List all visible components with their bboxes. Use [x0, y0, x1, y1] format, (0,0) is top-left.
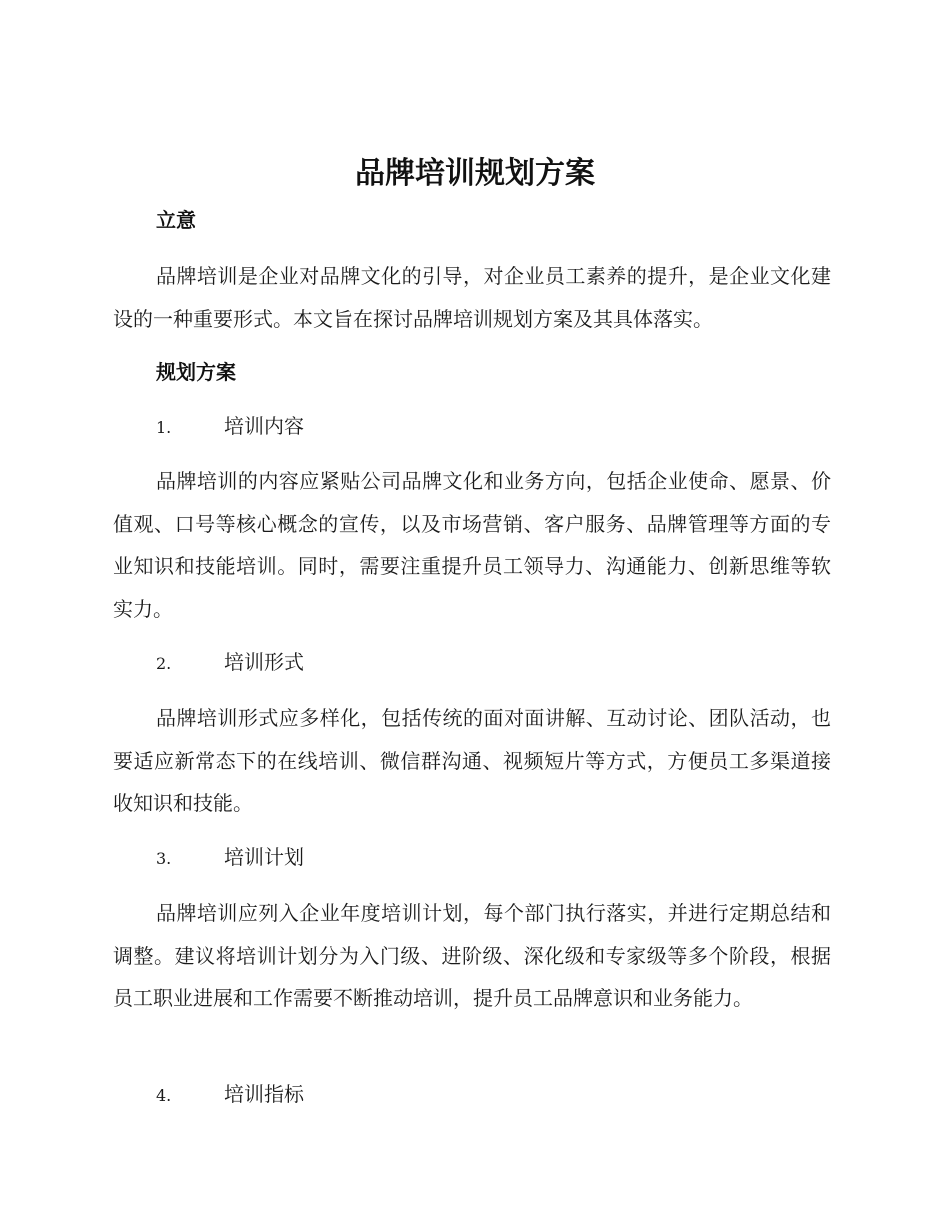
- list-item-heading: [156, 411, 304, 443]
- list-item-heading: [156, 842, 304, 874]
- document-title: 品牌培训规划方案: [355, 156, 595, 191]
- list-item-title: 培训形式: [224, 650, 304, 674]
- section-heading-intent: 立意: [156, 208, 196, 232]
- list-number: 2.: [156, 654, 172, 673]
- list-item-heading: [156, 1079, 304, 1111]
- list-number: 4.: [156, 1086, 172, 1105]
- content-paragraph: 品牌培训的内容应紧贴公司品牌文化和业务方向，包括企业使命、愿景、价值观、口号等核心概念的宣传，以及市场营销、客户服务、品牌管理等方面的专业知识和技能培训。同时，需要注重提升员工领导力、沟通能力、创新思维等软实力。: [113, 469, 831, 621]
- list-number: 1.: [156, 418, 172, 437]
- intent-paragraph: 品牌培训是企业对品牌文化的引导，对企业员工素养的提升，是企业文化建设的一种重要形式。本文旨在探讨品牌培训规划方案及其具体落实。: [113, 264, 831, 331]
- section-heading-plan: 规划方案: [156, 360, 236, 384]
- list-item-heading: [156, 647, 304, 679]
- plan-paragraph: 品牌培训应列入企业年度培训计划，每个部门执行落实，并进行定期总结和调整。建议将培训计划分为入门级、进阶级、深化级和专家级等多个阶段，根据员工职业进展和工作需要不断推动培训，提升员工品牌意识和业务能力。: [113, 901, 831, 1010]
- list-item-title: 培训计划: [224, 845, 304, 869]
- list-item-title: 培训指标: [224, 1082, 304, 1106]
- list-item-title: 培训内容: [224, 414, 304, 438]
- list-number: 3.: [156, 849, 172, 868]
- format-paragraph: 品牌培训形式应多样化，包括传统的面对面讲解、互动讨论、团队活动，也要适应新常态下的在线培训、微信群沟通、视频短片等方式，方便员工多渠道接收知识和技能。: [113, 706, 831, 815]
